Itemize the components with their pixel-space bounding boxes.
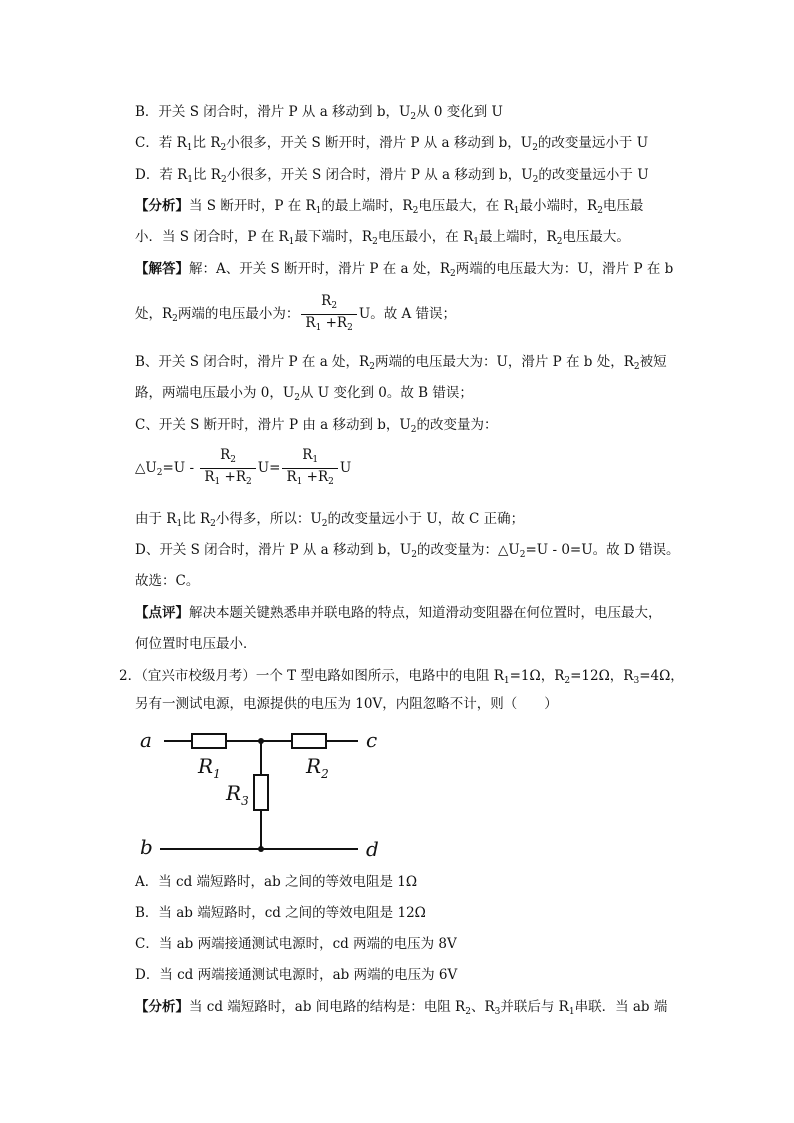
q2-analysis-line1 bbox=[135, 998, 667, 1021]
analysis-tag: 【分析】 bbox=[135, 198, 189, 214]
q1-option-c bbox=[135, 134, 648, 157]
q2-option-b: B．当 ab 端短路时，cd 之间的等效电阻是 12Ω bbox=[135, 905, 426, 921]
text: 另有一测试电源，电源提供的电压为 10V，内阻忽略不计，则（ ） bbox=[135, 696, 558, 712]
text: R bbox=[226, 781, 242, 805]
junction-top bbox=[258, 738, 264, 744]
text: B．开关 S 闭合时，滑片 P 从 a 移动到 b，U bbox=[135, 104, 411, 120]
text: R bbox=[302, 447, 313, 463]
text: 最上端时，R bbox=[479, 229, 557, 245]
analysis-tag: 【分析】 bbox=[135, 999, 189, 1015]
text: 比 R bbox=[192, 135, 221, 151]
subscript: 2 bbox=[410, 112, 417, 122]
terminal-c-label: c bbox=[366, 728, 378, 752]
q1-solution-line3 bbox=[135, 353, 667, 376]
text: 比 R bbox=[193, 167, 221, 183]
subscript: 2 bbox=[532, 143, 538, 153]
text: 比 R bbox=[182, 511, 211, 527]
text: 解：A、开关 S 断开时，滑片 P 在 a 处，R bbox=[189, 261, 451, 277]
subscript: 1 bbox=[213, 767, 221, 781]
text: U= bbox=[257, 460, 281, 476]
q1-analysis-line2 bbox=[135, 228, 630, 251]
q2-option-a: A．当 cd 端短路时，ab 之间的等效电阻是 1Ω bbox=[135, 874, 418, 890]
text: 路，两端电压最小为 0，U bbox=[135, 385, 295, 401]
q1-analysis-line1 bbox=[135, 197, 643, 220]
subscript: 2 bbox=[519, 550, 526, 560]
subscript: 1 bbox=[568, 1007, 575, 1017]
q1-solution-line9 bbox=[135, 572, 199, 590]
text: 由于 R bbox=[135, 511, 177, 527]
text: 小很多，开关 S 闭合时，滑片 P 从 a 移动到 b，U bbox=[226, 167, 533, 183]
subscript: 2 bbox=[633, 362, 640, 372]
q1-solution-line1 bbox=[135, 260, 673, 283]
text: +R bbox=[321, 315, 348, 331]
text: =U - 0=U。故 D 错误。 bbox=[525, 542, 680, 558]
t-circuit-diagram bbox=[140, 727, 390, 859]
text: 从 0 变化到 U bbox=[416, 104, 503, 120]
text: 的改变量远小于 U bbox=[538, 167, 649, 183]
r1-label bbox=[197, 754, 221, 781]
q2-option-c: C．当 ab 两端接通测试电源时，cd 两端的电压为 8V bbox=[135, 936, 457, 952]
text: 处，R bbox=[135, 306, 173, 322]
text: 小得多，所以：U bbox=[215, 511, 322, 527]
text: 故选：C。 bbox=[135, 573, 200, 589]
q1-comment-line1 bbox=[135, 604, 662, 622]
solution-tag: 【解答】 bbox=[135, 261, 189, 277]
text: R bbox=[204, 469, 215, 485]
text: R bbox=[306, 754, 322, 778]
subscript: 2 bbox=[450, 269, 456, 279]
text: 的改变量远小于 U，故 C 正确； bbox=[327, 511, 525, 527]
q2-stem-line1 bbox=[119, 667, 684, 690]
q1-solution-line2 bbox=[135, 293, 456, 338]
subscript: 2 bbox=[172, 314, 178, 324]
q1-solution-line5 bbox=[135, 416, 498, 439]
subscript: 1 bbox=[186, 143, 193, 153]
text: =U - bbox=[162, 460, 199, 476]
text: 当 S 断开时，P 在 R bbox=[189, 198, 316, 214]
text: +R bbox=[302, 469, 329, 485]
text: C、开关 S 断开时，滑片 P 由 a 移动到 b，U bbox=[135, 417, 411, 433]
subscript: 2 bbox=[321, 519, 328, 529]
terminal-b-label: b bbox=[140, 835, 153, 859]
q2-option-d: D．当 cd 两端接通测试电源时，ab 两端的电压为 6V bbox=[135, 967, 458, 983]
subscript: 3 bbox=[241, 794, 249, 808]
junction-bottom bbox=[258, 846, 264, 852]
text: 当 cd 端短路时，ab 间电路的结构是：电阻 R bbox=[189, 999, 466, 1015]
resistor-r1 bbox=[192, 734, 226, 748]
subscript: 1 bbox=[296, 477, 303, 487]
text: 的改变量为： bbox=[416, 417, 498, 433]
text: R bbox=[286, 469, 297, 485]
subscript: 1 bbox=[176, 519, 183, 529]
text: 2．（宜兴市校级月考）一个 T 型电路如图所示，电路中的电阻 R bbox=[119, 668, 504, 684]
text: U。故 A 错误； bbox=[358, 306, 457, 322]
subscript: 1 bbox=[315, 206, 322, 216]
subscript: 2 bbox=[156, 468, 163, 478]
text: =4Ω， bbox=[639, 668, 684, 684]
resistor-r2 bbox=[292, 734, 326, 748]
text: 被短 bbox=[639, 354, 667, 370]
r3-label bbox=[225, 781, 249, 808]
subscript: 2 bbox=[597, 206, 603, 216]
text: 从 U 变化到 0。故 B 错误； bbox=[300, 385, 473, 401]
text: 的最上端时，R bbox=[321, 198, 413, 214]
subscript: 1 bbox=[288, 237, 295, 247]
subscript: 2 bbox=[220, 175, 227, 185]
subscript: 2 bbox=[369, 362, 375, 372]
text: 电压最 bbox=[602, 198, 644, 214]
text: △U bbox=[135, 460, 157, 476]
text: 解决本题关键熟悉串并联电路的特点，知道滑动变阻器在何位置时，电压最大， bbox=[189, 605, 662, 621]
text: B、开关 S 闭合时，滑片 P 在 a 处，R bbox=[135, 354, 370, 370]
subscript: 2 bbox=[328, 477, 334, 487]
text: 小．当 S 闭合时，P 在 R bbox=[135, 229, 289, 245]
subscript: 3 bbox=[633, 676, 640, 686]
text: D、开关 S 闭合时，滑片 P 从 a 移动到 b，U bbox=[135, 542, 412, 558]
subscript: 2 bbox=[410, 425, 417, 435]
subscript: 2 bbox=[372, 237, 378, 247]
subscript: 1 bbox=[187, 175, 194, 185]
subscript: 1 bbox=[503, 676, 510, 686]
fraction bbox=[200, 447, 255, 490]
terminal-d-label: d bbox=[366, 837, 379, 859]
subscript: 1 bbox=[312, 455, 319, 465]
text: D．若 R bbox=[135, 167, 188, 183]
text: 的改变量远小于 U bbox=[537, 135, 649, 151]
subscript: 2 bbox=[220, 143, 227, 153]
text: 最小端时，R bbox=[519, 198, 598, 214]
text: 串联．当 ab 端 bbox=[574, 999, 668, 1015]
q1-solution-line4 bbox=[135, 384, 473, 407]
q1-option-d bbox=[135, 166, 649, 189]
subscript: 2 bbox=[246, 477, 252, 487]
subscript: 2 bbox=[321, 767, 329, 781]
text: R bbox=[321, 293, 332, 309]
comment-tag: 【点评】 bbox=[135, 605, 189, 621]
subscript: 2 bbox=[412, 206, 419, 216]
text: 电压最大。 bbox=[562, 229, 630, 245]
subscript: 1 bbox=[513, 206, 520, 216]
text: 的改变量为：△U bbox=[417, 542, 520, 558]
text: 两端的电压最小为： bbox=[177, 306, 300, 322]
text: U bbox=[339, 460, 352, 476]
text: 并联后与 R bbox=[500, 999, 569, 1015]
text: 小很多，开关 S 断开时，滑片 P 从 a 移动到 b，U bbox=[226, 135, 533, 151]
q2-stem-line2 bbox=[135, 695, 558, 713]
subscript: 2 bbox=[210, 519, 216, 529]
resistor-r3 bbox=[254, 775, 268, 810]
subscript: 1 bbox=[315, 323, 322, 333]
subscript: 3 bbox=[494, 1007, 501, 1017]
subscript: 2 bbox=[331, 301, 338, 311]
text: R bbox=[220, 447, 231, 463]
subscript: 1 bbox=[214, 477, 221, 487]
text: C．若 R bbox=[135, 135, 187, 151]
text: 何位置时电压最小． bbox=[135, 636, 257, 652]
q1-solution-line7 bbox=[135, 510, 524, 533]
text: =12Ω，R bbox=[570, 668, 634, 684]
text: 两端的电压最大为：U，滑片 P 在 b 处，R bbox=[374, 354, 634, 370]
fraction bbox=[282, 447, 337, 490]
text: 电压最大，在 R bbox=[418, 198, 514, 214]
subscript: 2 bbox=[556, 237, 563, 247]
q1-option-b bbox=[135, 103, 503, 126]
subscript: 2 bbox=[532, 175, 539, 185]
text: R bbox=[198, 754, 214, 778]
subscript: 2 bbox=[294, 393, 300, 403]
subscript: 1 bbox=[473, 237, 480, 247]
subscript: 2 bbox=[411, 550, 417, 560]
subscript: 2 bbox=[465, 1007, 471, 1017]
fraction bbox=[301, 293, 356, 336]
text: 最下端时，R bbox=[294, 229, 373, 245]
subscript: 2 bbox=[230, 455, 236, 465]
text: 电压最小，在 R bbox=[377, 229, 474, 245]
text: 、R bbox=[470, 999, 495, 1015]
text: =1Ω，R bbox=[509, 668, 565, 684]
r2-label bbox=[305, 754, 329, 781]
q1-comment-line2 bbox=[135, 635, 257, 653]
terminal-a-label: a bbox=[140, 728, 152, 752]
text: +R bbox=[220, 469, 247, 485]
subscript: 2 bbox=[347, 323, 353, 333]
subscript: 2 bbox=[564, 676, 571, 686]
text: R bbox=[305, 315, 316, 331]
text: 两端的电压最大为：U，滑片 P 在 b bbox=[455, 261, 674, 277]
q1-solution-line8 bbox=[135, 541, 680, 564]
q1-solution-line6 bbox=[135, 447, 351, 493]
